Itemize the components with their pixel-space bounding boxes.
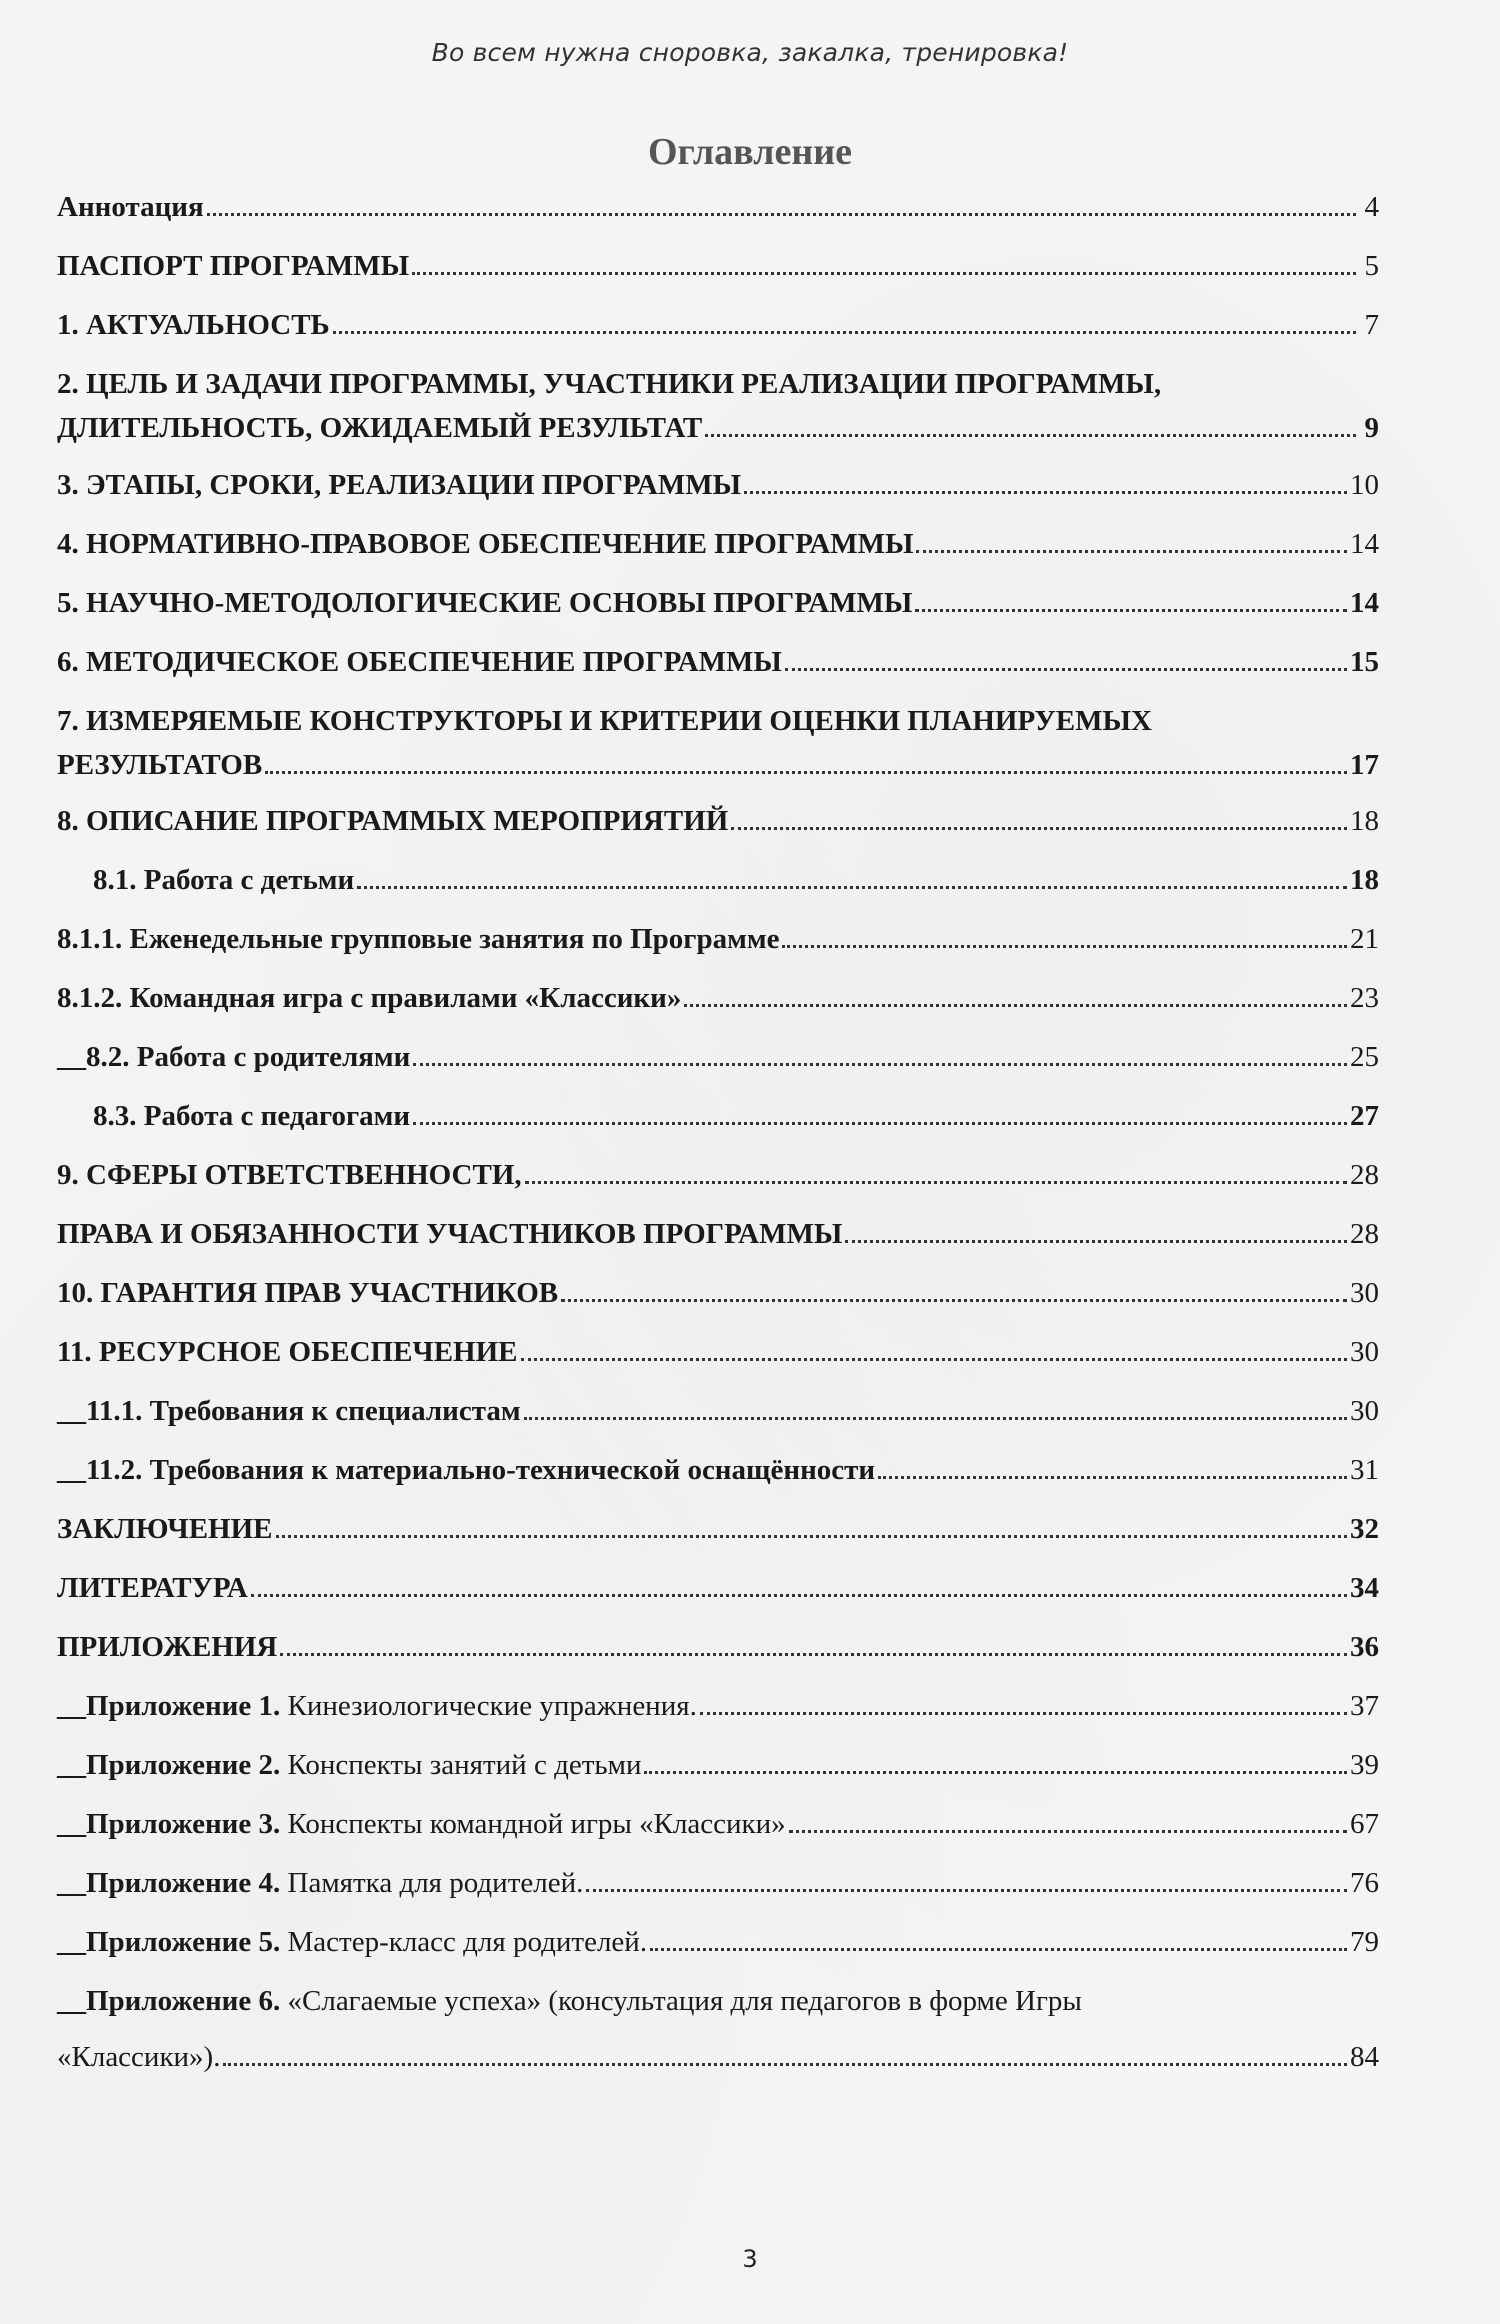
toc-entry[interactable] [57, 1743, 1379, 1787]
leader-dots [684, 985, 1347, 1007]
toc-entry-page: 37 [1350, 1690, 1379, 1722]
toc-entry-page: 17 [1350, 749, 1379, 781]
toc-entry-label: ПРИЛОЖЕНИЯ [57, 1631, 278, 1663]
toc-entry[interactable] [57, 799, 1379, 843]
toc-entry[interactable] [57, 463, 1379, 507]
toc-entry-page: 30 [1350, 1277, 1379, 1309]
leader-dots [700, 1693, 1347, 1715]
toc-entry-page: 30 [1350, 1336, 1379, 1368]
toc-entry-page: 79 [1350, 1926, 1379, 1958]
toc-entry-label: 8. ОПИСАНИЕ ПРОГРАММЫХ МЕРОПРИЯТИЙ [57, 805, 729, 837]
toc-entry-page: 14 [1350, 528, 1379, 560]
page-number: 3 [742, 2245, 758, 2273]
toc-entry[interactable] [57, 1330, 1379, 1374]
toc-entry-page: 21 [1350, 923, 1379, 955]
toc-entry-label: 11. РЕСУРСНОЕ ОБЕСПЕЧЕНИЕ [57, 1336, 518, 1368]
toc-entry[interactable] [57, 1389, 1379, 1433]
toc-entry-page: 31 [1350, 1454, 1379, 1486]
toc-entry-label: __11.2. Требования к материально-технической оснащённости [57, 1454, 876, 1486]
leader-dots [412, 253, 1356, 275]
toc-entry-page: 15 [1350, 646, 1379, 678]
leader-dots [705, 415, 1356, 437]
toc-entry-page: 27 [1350, 1100, 1379, 1132]
toc-entry[interactable] [57, 303, 1379, 347]
toc-entry-page: 34 [1350, 1572, 1379, 1604]
toc-entry-page: 7 [1364, 309, 1379, 341]
toc-entry[interactable] [57, 1094, 1379, 1138]
toc-entry[interactable] [57, 1271, 1379, 1315]
toc-entry-page: 28 [1350, 1218, 1379, 1250]
toc-entry-label: Памятка для родителей. [280, 1867, 584, 1899]
appendix-number: __Приложение 6. [57, 1985, 281, 2017]
toc-entry-page: 28 [1350, 1159, 1379, 1191]
toc-entry-label-line1: «Слагаемые успеха» (консультация для педагогов в форме Игры [280, 1985, 1082, 2017]
leader-dots [265, 752, 1347, 774]
toc-entry-label: 9. СФЕРЫ ОТВЕТСТВЕННОСТИ, [57, 1159, 522, 1191]
toc-entry-label: 4. НОРМАТИВНО-ПРАВОВОЕ ОБЕСПЕЧЕНИЕ ПРОГРАММЫ [57, 528, 914, 560]
page-motto: Во всем нужна сноровка, закалка, тренировка! [431, 38, 1069, 67]
toc-entry[interactable] [57, 362, 1379, 450]
toc-entry-label: 1. АКТУАЛЬНОСТЬ [57, 309, 330, 341]
toc-entry-label: ПАСПОРТ ПРОГРАММЫ [57, 250, 410, 282]
toc-entry[interactable] [57, 1684, 1379, 1728]
leader-dots [915, 590, 1347, 612]
toc-entry[interactable] [57, 976, 1379, 1020]
toc-entry-label: 8.1.2. Командная игра с правилами «Классики» [57, 982, 682, 1014]
leader-dots [785, 649, 1347, 671]
toc-entry-label: Аннотация [57, 191, 204, 223]
leader-dots [789, 1811, 1347, 1833]
leader-dots [525, 1162, 1347, 1184]
toc-entry-label: 8.3. Работа с педагогами [93, 1100, 411, 1132]
leader-dots [357, 867, 1347, 889]
toc-entry-label: РЕЗУЛЬТАТОВ [57, 749, 263, 781]
toc-entry-label: ЗАКЛЮЧЕНИЕ [57, 1513, 273, 1545]
toc-entry-label: Кинезиологические упражнения. [280, 1690, 697, 1722]
leader-dots [333, 312, 1356, 334]
toc-entry-label: ЛИТЕРАТУРА [57, 1572, 248, 1604]
toc-entry-label-line1: 7. ИЗМЕРЯЕМЫЕ КОНСТРУКТОРЫ И КРИТЕРИИ ОЦЕНКИ ПЛАНИРУЕМЫХ [57, 705, 1152, 737]
toc-entry-page: 9 [1364, 412, 1379, 444]
leader-dots [782, 926, 1347, 948]
toc-entry-label: 8.1. Работа с детьми [93, 864, 355, 896]
leader-dots [916, 531, 1347, 553]
toc-entry[interactable] [57, 1625, 1379, 1669]
leader-dots [280, 1634, 1347, 1656]
leader-dots [561, 1280, 1347, 1302]
toc-entry-label: __11.1. Требования к специалистам [57, 1395, 521, 1427]
toc-entry-page: 10 [1350, 469, 1379, 501]
toc-entry-page: 84 [1350, 2041, 1379, 2073]
appendix-number: __Приложение 1. [57, 1690, 281, 1722]
toc-entry-page: 14 [1350, 587, 1379, 619]
appendix-number: __Приложение 4. [57, 1867, 281, 1899]
toc-entry-page: 76 [1350, 1867, 1379, 1899]
toc-entry-page: 36 [1350, 1631, 1379, 1663]
toc-entry-label: ПРАВА И ОБЯЗАННОСТИ УЧАСТНИКОВ ПРОГРАММЫ [57, 1218, 843, 1250]
toc-entry[interactable] [57, 640, 1379, 684]
appendix-number: __Приложение 5. [57, 1926, 281, 1958]
leader-dots [207, 194, 1356, 216]
toc-entry-label: 8.1.1. Еженедельные групповые занятия по Программе [57, 923, 780, 955]
leader-dots [413, 1044, 1347, 1066]
toc-entry-label-line1: 2. ЦЕЛЬ И ЗАДАЧИ ПРОГРАММЫ, УЧАСТНИКИ РЕАЛИЗАЦИИ ПРОГРАММЫ, [57, 368, 1162, 400]
leader-dots [845, 1221, 1347, 1243]
toc-entry[interactable] [57, 1448, 1379, 1492]
toc-entry[interactable] [57, 1802, 1379, 1846]
toc-entry[interactable] [57, 1861, 1379, 1905]
toc-entry-label: 3. ЭТАПЫ, СРОКИ, РЕАЛИЗАЦИИ ПРОГРАММЫ [57, 469, 742, 501]
leader-dots [731, 808, 1347, 830]
leader-dots [524, 1398, 1347, 1420]
toc-entry[interactable] [57, 1507, 1379, 1551]
leader-dots [586, 1870, 1347, 1892]
toc-entry-label: 10. ГАРАНТИЯ ПРАВ УЧАСТНИКОВ [57, 1277, 559, 1309]
appendix-number: __Приложение 2. [57, 1749, 281, 1781]
leader-dots [521, 1339, 1347, 1361]
appendix-number: __Приложение 3. [57, 1808, 281, 1840]
toc-entry-page: 18 [1350, 805, 1379, 837]
leader-dots [223, 2044, 1347, 2066]
toc-entry-page: 25 [1350, 1041, 1379, 1073]
toc-entry-label: «Классики»). [57, 2041, 221, 2073]
leader-dots [744, 472, 1347, 494]
toc-entry[interactable] [57, 522, 1379, 566]
leader-dots [276, 1516, 1347, 1538]
toc-entry-label: Мастер-класс для родителей. [280, 1926, 648, 1958]
leader-dots [878, 1457, 1347, 1479]
toc-entry-page: 39 [1350, 1749, 1379, 1781]
toc-entry-label: __8.2. Работа с родителями [57, 1041, 411, 1073]
toc-entry[interactable] [57, 699, 1379, 787]
toc-entry-page: 30 [1350, 1395, 1379, 1427]
toc-entry[interactable] [57, 1153, 1379, 1197]
toc-entry-page: 5 [1364, 250, 1379, 282]
toc-entry[interactable] [57, 1212, 1379, 1256]
toc-entry-label: Конспекты командной игры «Классики» [280, 1808, 786, 1840]
leader-dots [650, 1929, 1347, 1951]
toc-entry[interactable] [57, 1566, 1379, 1610]
leader-dots [251, 1575, 1347, 1597]
toc-entry-label: 5. НАУЧНО-МЕТОДОЛОГИЧЕСКИЕ ОСНОВЫ ПРОГРАММЫ [57, 587, 913, 619]
toc-entry[interactable] [57, 1979, 1379, 2079]
toc-entry-page: 32 [1350, 1513, 1379, 1545]
toc-entry-label: Конспекты занятий с детьми [280, 1749, 642, 1781]
toc-entry-label: 6. МЕТОДИЧЕСКОЕ ОБЕСПЕЧЕНИЕ ПРОГРАММЫ [57, 646, 782, 678]
toc-entry[interactable] [57, 858, 1379, 902]
toc-entry[interactable] [57, 185, 1379, 229]
leader-dots [413, 1103, 1347, 1125]
toc-entry-page: 67 [1350, 1808, 1379, 1840]
toc-entry-page: 23 [1350, 982, 1379, 1014]
toc-entry[interactable] [57, 1920, 1379, 1964]
toc-title: Оглавление [647, 131, 853, 173]
toc-entry-label: ДЛИТЕЛЬНОСТЬ, ОЖИДАЕМЫЙ РЕЗУЛЬТАТ [57, 412, 703, 444]
leader-dots [644, 1752, 1347, 1774]
toc-entry[interactable] [57, 581, 1379, 625]
toc-entry[interactable] [57, 917, 1379, 961]
toc-entry[interactable] [57, 244, 1379, 288]
toc-entry-page: 18 [1350, 864, 1379, 896]
toc-entry[interactable] [57, 1035, 1379, 1079]
toc-entry-page: 4 [1364, 191, 1379, 223]
